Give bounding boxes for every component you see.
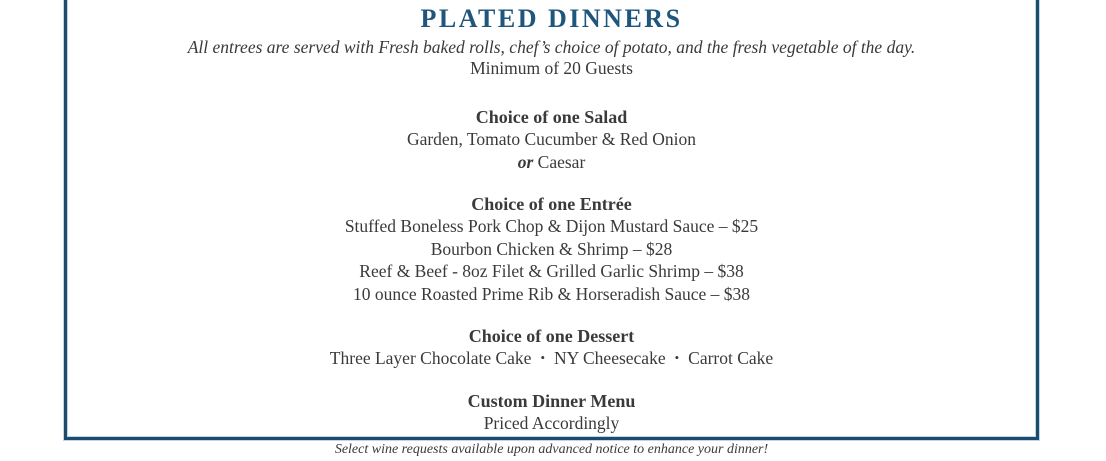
salad-or-option: Caesar [537, 151, 586, 172]
entree-heading: Choice of one Entrée [471, 194, 632, 214]
entree-section [67, 193, 1036, 305]
salad-section [67, 106, 1036, 173]
dessert-item: NY Cheesecake [554, 348, 666, 368]
dessert-options [67, 347, 1036, 370]
dessert-heading: Choice of one Dessert [468, 326, 635, 346]
custom-dinner-pricing: Priced Accordingly [483, 412, 620, 433]
salad-or-line [67, 151, 1036, 174]
dessert-section [67, 325, 1036, 370]
dessert-item: Three Layer Chocolate Cake [329, 348, 532, 368]
minimum-guests-note: Minimum of 20 Guests [470, 58, 633, 78]
menu-description: All entrees are served with Fresh baked rolls, chef’s choice of potato, and the fresh vegetable of the day. [187, 37, 916, 57]
menu-title: PLATED DINNERS [420, 4, 683, 33]
bullet-separator-icon: • [674, 350, 680, 365]
entree-item: 10 ounce Roasted Prime Rib & Horseradish Sauce – $38 [352, 283, 751, 304]
entree-item: Stuffed Boneless Pork Chop & Dijon Mustard Sauce – $25 [344, 216, 759, 236]
bullet-separator-icon: • [540, 350, 545, 365]
wine-footnote: Select wine requests available upon advanced notice to enhance your dinner! [334, 442, 769, 457]
entree-item: Bourbon Chicken & Shrimp – $28 [430, 238, 673, 259]
custom-dinner-section [67, 390, 1036, 459]
menu-border-box [64, 0, 1039, 457]
salad-options: Garden, Tomato Cucumber & Red Onion [406, 129, 697, 149]
menu-content [67, 0, 1036, 458]
entree-item: Reef & Beef - 8oz Filet & Grilled Garlic Shrimp – $38 [359, 261, 744, 281]
custom-dinner-heading: Custom Dinner Menu [467, 390, 636, 411]
or-label: or [517, 151, 534, 172]
salad-heading: Choice of one Salad [475, 107, 628, 127]
dessert-item: Carrot Cake [688, 348, 774, 368]
